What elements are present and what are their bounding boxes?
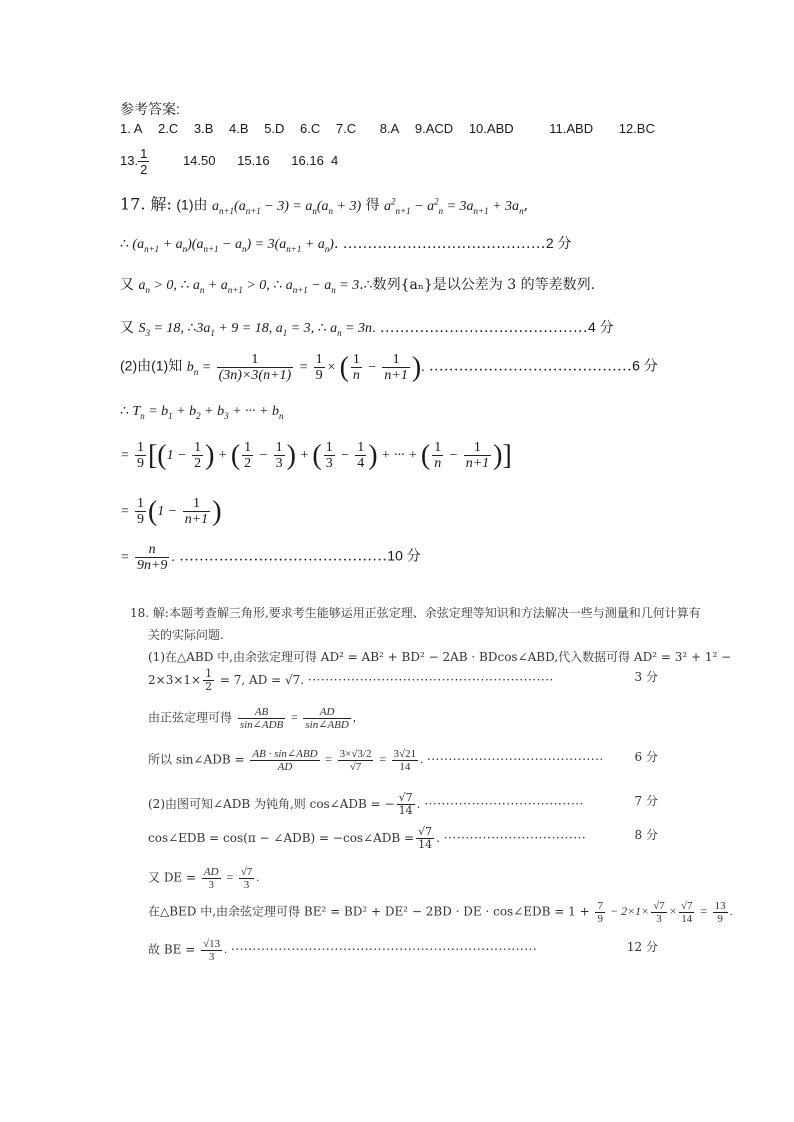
q17-eq-3: ∴ $(a_{n+1} + a_n)(a_{n+1} - a_n) = 3(a_{n+1} + a_n)$ — [120, 237, 334, 254]
q17-line-1 — [120, 192, 528, 219]
q17-score-3: 6 分 — [632, 357, 658, 374]
q18-gu: 故 BE = — [148, 942, 196, 957]
answer-13-fraction — [138, 146, 161, 177]
q17-eq-6: $b_n$ = $\frac{1}{(3n)\times 3(n+1)}$ = $\frac{1}{9}$ × ( $\frac{1}{n}$ − $\frac{1}{n+1}$ ). — [186, 351, 425, 383]
q17-label: 17. 解: — [120, 194, 172, 214]
answer-item: 7.C — [335, 121, 357, 136]
q17-comma: , — [523, 197, 529, 214]
answer-item: 6.C — [300, 121, 321, 136]
q17-eq-4: $a_n > 0$, ∴ $a_n + a_{n+1} > 0$, ∴ $a_{n+1} - a_n = 3$ — [138, 278, 360, 295]
q18-so: 所以 sin∠ADB = — [148, 752, 245, 767]
q17-line-2: ∴ $(a_{n+1} + a_n)(a_{n+1} - a_n) = 3(a_{n+1} + a_n)$. .........................................2 分 — [120, 235, 572, 254]
frac-num: 1 — [140, 146, 148, 161]
q18-p1b-tail: = 7, AD = √7. — [216, 673, 305, 687]
q18-p1-line-1: (1)在△ABD 中,由余弦定理可得 AD² = AB² + BD² − 2AB · BDcos∠ABD,代入数据可得 AD² = 3² + 1² − — [148, 650, 732, 664]
q18-intro-1: 18. 解:本题考查解三角形,要求考生能够运用正弦定理、余弦定理等知识和方法解决一些与测量和几何计算有 — [130, 606, 701, 620]
answer-item: 8.A — [379, 121, 400, 136]
q18-score-2: 6 分 — [634, 750, 658, 764]
q18-eq-final: $\frac{√13}{3}$ . — [203, 938, 228, 963]
answer-item: 16.16 4 — [291, 152, 339, 168]
q17-line-6 — [120, 402, 283, 425]
fraction: $\frac{√7}{14}$ — [398, 791, 413, 817]
answers-row-2 — [120, 146, 350, 177]
q17-eq-2: $a^2_{n+1} - a^2_n = 3a_{n+1} + 3a_n$ — [384, 196, 524, 216]
q17-you: 又 — [120, 320, 134, 336]
q17-score-2: 4 分 — [587, 319, 614, 335]
fraction: $\frac{1}{2}$ — [205, 667, 213, 693]
answer-item: 14.50 — [182, 152, 216, 168]
q18-so-line — [148, 748, 658, 773]
q18-eq-sin: $\frac{\text{AB · sin∠ABD}}{AD}$ = $\frac{3\times√3/2}{√7}$ = $\frac{3√21}{14}$ . — [252, 748, 424, 773]
q18-score-4: 8 分 — [634, 828, 658, 842]
q17-line-7 — [120, 440, 512, 471]
answers-title: 参考答案: — [120, 101, 180, 117]
q18-p1b: 2×3×1× — [148, 673, 202, 687]
q17-line-4 — [120, 318, 614, 342]
q18-cosedb: cos∠EDB = cos(π − ∠ADB) = −cos∠ADB = — [148, 831, 415, 845]
q18-eq-sine: $\frac{AB}{\text{sin∠ADB}}$ = $\frac{AD}{\text{sin∠ABD}}$ , — [239, 706, 356, 731]
answer-item: 10.ABD — [468, 121, 514, 136]
q18-score-1: 3 分 — [634, 670, 658, 684]
leader-dots: .......................................... — [179, 548, 388, 565]
leader-dots: .......................................... — [380, 320, 588, 336]
q17-part1-intro: (1)由 — [176, 196, 208, 213]
q17-eq-7: ∴ $T_n = b_1 + b_2 + b_3$ + ··· + $b_n$ — [120, 404, 284, 421]
leader-dots: ································· — [443, 831, 587, 845]
q17-score-4: 10 分 — [387, 547, 421, 564]
leader-dots: ......................................... — [342, 236, 546, 252]
q17-eq-10: = $\frac{n}{9n+9}$ . — [120, 542, 175, 573]
q17-score-1: 2 分 — [545, 235, 572, 251]
leader-dots: ····································· — [424, 797, 584, 811]
q17-you: 又 — [120, 277, 134, 293]
q18-score-5: 12 分 — [626, 940, 658, 954]
q18-de-line — [148, 866, 259, 891]
q17-eq-1: $a_{n+1}(a_{n+1} - 3) = a_n(a_n + 3)$ — [211, 198, 362, 216]
q17-line-9 — [120, 542, 421, 573]
q17-eq-9: = $\frac{1}{9}$ (1 − $\frac{1}{n+1}$ ) — [120, 495, 222, 527]
q17-eq-8: = $\frac{1}{9}$ [(1 − $\frac{1}{2}$ ) + ( $\frac{1}{2}$ − $\frac{1}{3}$ ) + ( $\frac{1}{3}$ − $\frac{1}{4}$ ) + ··· + ( $\frac{1}{n}$ − $\frac{1}{n+1}$ )] — [120, 439, 512, 471]
leader-dots: ········································· — [426, 752, 604, 767]
q18-p1-line-2 — [148, 668, 658, 693]
q18-de: 又 DE = — [148, 870, 197, 885]
q17-part2-intro: (2)由(1)知 — [120, 357, 183, 374]
leader-dots: ························································· — [307, 673, 554, 687]
q18-p2a: (2)由图可知∠ADB 为钝角,则 cos∠ADB = − — [148, 797, 395, 811]
q17-conclusion: .∴数列{aₙ}是以公差为 3 的等差数列. — [359, 277, 596, 293]
leader-dots: ......................................... — [429, 358, 633, 375]
answer-item: 1. A — [120, 121, 143, 136]
q18-eq-de: $\frac{AD}{3}$ = $\frac{√7}{3}$ . — [203, 866, 260, 891]
answer-item: 4.B — [229, 121, 249, 136]
q18-eq-be: $\frac{7}{9}$ − 2×1× $\frac{√7}{3}$ × $\frac{√7}{14}$ = $\frac{13}{9}$ . — [597, 900, 733, 925]
answer-item: 15.16 — [237, 152, 270, 168]
answer-item: 2.C — [158, 121, 179, 136]
q17-line-3 — [120, 276, 595, 299]
q17-eq-5: $S_3 = 18$, $\therefore 3a_1 + 9 = 18$, $a_1 = 3$, ∴ $a_n = 3n$. — [138, 321, 376, 338]
leader-dots: ······································································· — [230, 942, 538, 957]
answer-item: 9.ACD — [414, 121, 454, 136]
q18-final-line — [148, 938, 658, 963]
answer-13-label: 13. — [120, 152, 139, 168]
answer-item: 12.BC — [618, 121, 655, 136]
answer-item: 3.B — [193, 121, 214, 136]
q17-de: 得 — [365, 197, 380, 214]
answers-row-1 — [120, 120, 667, 138]
frac-den: 2 — [140, 162, 148, 177]
answer-item: 5.D — [264, 121, 285, 136]
q18-sine-law — [148, 706, 356, 731]
q18-sine-label: 由正弦定理可得 — [148, 710, 233, 725]
fraction: $\frac{√7}{14}$ — [418, 825, 433, 851]
q18-intro-2: 关的实际问题. — [148, 628, 224, 642]
q18-cosedb-line: cos∠EDB = cos(π − ∠ADB) = −cos∠ADB = $\frac{√7}{14}$ . ································· 8 分 — [148, 825, 658, 851]
answer-13 — [120, 146, 165, 177]
q17-line-5 — [120, 352, 658, 383]
q18-p2-line: (2)由图可知∠ADB 为钝角,则 cos∠ADB = − $\frac{√7}{14}$ . ····································· 7 分 — [148, 791, 658, 817]
q18-bed: 在△BED 中,由余弦定理可得 BE² = BD² + DE² − 2BD · DE · cos∠EDB = 1 + — [148, 904, 590, 919]
q17-line-8 — [120, 496, 222, 527]
answer-item: 11.ABD — [549, 121, 594, 136]
q18-score-3: 7 分 — [634, 794, 658, 808]
q18-bed-line — [148, 900, 733, 925]
